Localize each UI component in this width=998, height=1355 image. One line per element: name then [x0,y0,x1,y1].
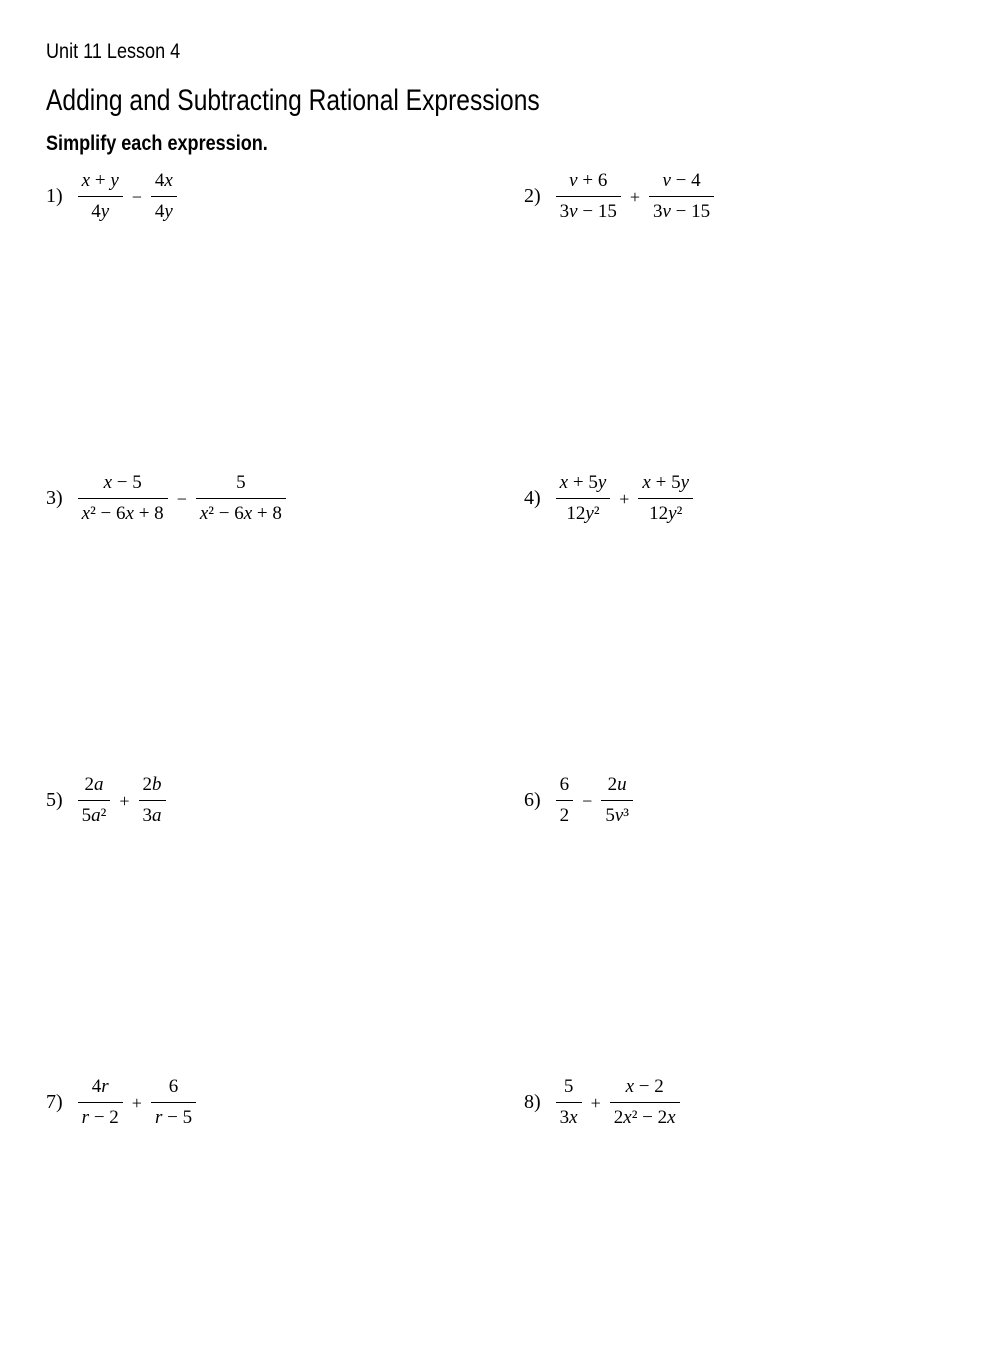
fraction-1 [553,1076,585,1129]
operator: − [176,489,187,509]
operator: − [582,791,593,811]
problem-2 [524,170,717,223]
page-title: Adding and Subtracting Rational Expressions [46,84,540,117]
denominator: 3a [142,805,162,826]
fraction-1 [75,774,114,827]
fraction-2 [635,472,696,525]
fraction-2 [193,472,289,525]
problem-5 [46,774,169,827]
fraction-1 [553,472,614,525]
problem-number: 5) [46,789,63,811]
numerator: 5 [556,1076,582,1103]
problem-number: 7) [46,1091,63,1113]
unit-label: Unit 11 Lesson 4 [46,40,181,63]
fraction-1 [553,774,577,827]
instructions: Simplify each expression. [46,132,268,155]
denominator: r − 5 [154,1107,193,1128]
numerator: 4x [151,170,177,197]
denominator: r − 2 [81,1107,119,1128]
problem-1 [46,170,180,223]
denominator: 3v − 15 [652,201,711,222]
operator: + [119,791,130,811]
numerator: v − 4 [649,170,714,197]
numerator: 6 [556,774,574,801]
numerator: x + 5y [638,472,693,499]
fraction-2 [148,170,180,223]
fraction-2 [148,1076,199,1129]
problem-number: 4) [524,487,541,509]
numerator: v + 6 [556,170,621,197]
problem-4 [524,472,696,525]
fraction-1 [75,170,126,223]
denominator: 3x [559,1107,578,1128]
problem-number: 2) [524,185,541,207]
numerator: x + y [78,170,123,197]
operator: + [590,1093,601,1113]
fraction-2 [607,1076,683,1129]
numerator: x − 2 [610,1076,680,1103]
problem-number: 8) [524,1091,541,1113]
fraction-1 [75,1076,126,1129]
numerator: 5 [196,472,286,499]
numerator: 2a [78,774,111,801]
problem-3 [46,472,289,525]
denominator: x² − 6x + 8 [199,503,282,524]
denominator: 3v − 15 [559,201,617,222]
problem-6 [524,774,636,827]
denominator: 2 [559,805,570,826]
operator: + [619,489,630,509]
problem-8 [524,1076,683,1129]
numerator: x + 5y [556,472,611,499]
denominator: 4y [154,201,173,222]
fraction-1 [553,170,624,223]
denominator: 5a² [81,805,107,826]
problem-number: 1) [46,185,63,207]
denominator: 2x² − 2x [613,1107,676,1128]
denominator: 12y² [566,503,600,524]
problem-number: 3) [46,487,63,509]
denominator: 12y² [649,503,683,524]
operator: − [131,187,142,207]
denominator: x² − 6x + 8 [81,503,164,524]
fraction-2 [136,774,169,827]
numerator: 6 [151,1076,196,1103]
denominator: 5v³ [605,805,629,826]
problem-number: 6) [524,789,541,811]
fraction-2 [598,774,636,827]
fraction-2 [646,170,717,223]
numerator: 2u [601,774,633,801]
operator: + [629,187,640,207]
problem-7 [46,1076,199,1129]
numerator: x − 5 [78,472,168,499]
numerator: 4r [78,1076,123,1103]
operator: + [131,1093,142,1113]
denominator: 4y [91,201,110,222]
numerator: 2b [139,774,166,801]
fraction-1 [75,472,171,525]
